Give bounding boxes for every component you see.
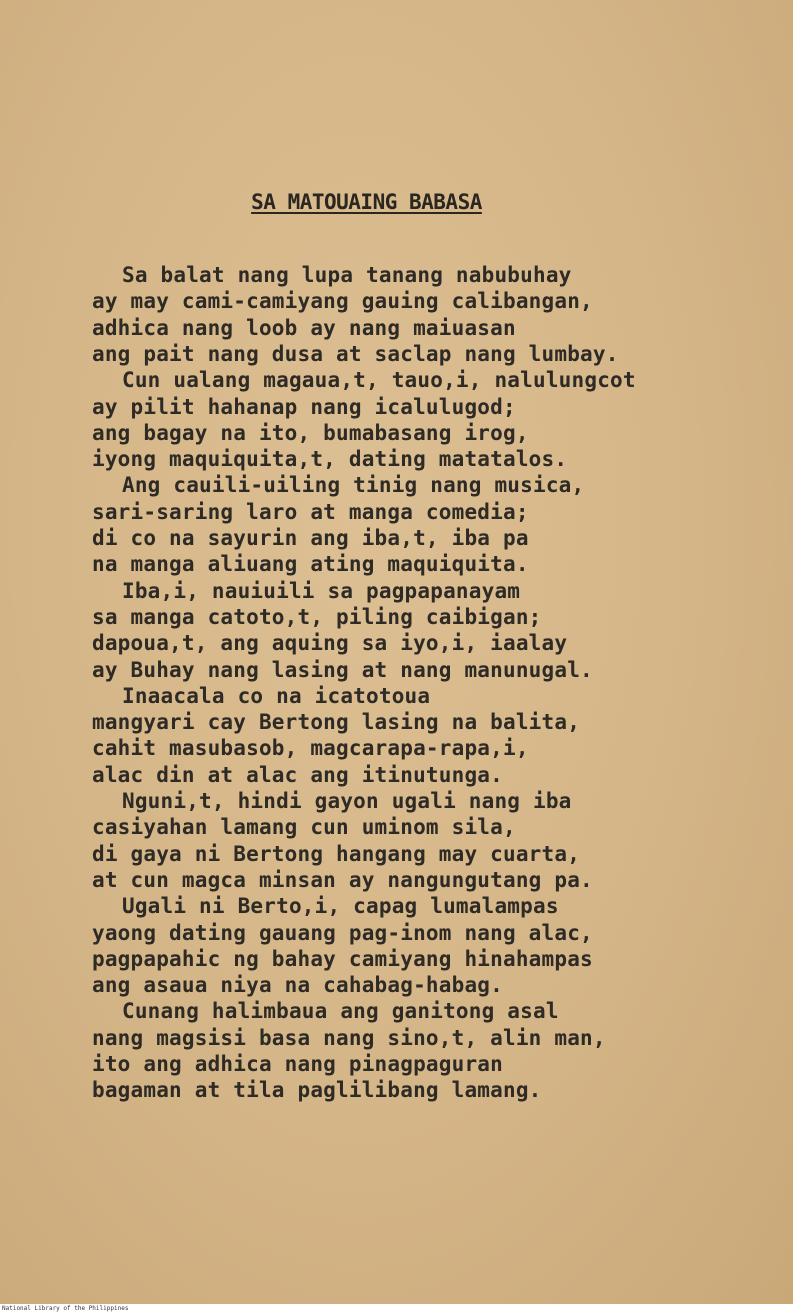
poem-line: ay may cami-camiyang gauing calibangan,	[92, 289, 593, 314]
poem-line: ang bagay na ito, bumabasang irog,	[92, 420, 529, 445]
poem-line: sari-saring laro at manga comedia;	[92, 499, 529, 524]
poem-line: Nguni,t, hindi gayon ugali nang iba	[122, 789, 572, 813]
library-credit: National Library of the Philippines	[2, 1305, 129, 1312]
poem-line: Cunang halimbaua ang ganitong asal	[122, 999, 559, 1024]
poem-line: na manga aliuang ating maquiquita.	[92, 552, 529, 577]
page-title: SA MATOUAING BABASA	[251, 190, 482, 214]
poem-line: pagpapahic ng bahay camiyang hinahampas	[92, 946, 593, 971]
poem-line: nang magsisi basa nang sino,t, alin man,	[92, 1025, 606, 1050]
poem-line: ang asaua niya na cahabag-habag.	[92, 973, 503, 998]
poem-line: ay pilit hahanap nang icalulugod;	[92, 394, 516, 419]
poem-line: ito ang adhica nang pinagpaguran	[92, 1052, 503, 1076]
poem-line: ay Buhay nang lasing at nang manunugal.	[92, 657, 593, 682]
poem-line: ang pait nang dusa at saclap nang lumbay.	[92, 341, 619, 366]
poem-line: casiyahan lamang cun uminom sila,	[92, 815, 516, 840]
poem-line: Cun ualang magaua,t, tauo,i, nalulungcot	[122, 368, 636, 393]
poem-line: Ugali ni Berto,i, capag lumalampas	[122, 894, 559, 919]
poem-line: sa manga catoto,t, piling caibigan;	[92, 604, 542, 629]
poem-line: di gaya ni Bertong hangang may cuarta,	[92, 841, 581, 866]
poem-line: Inaacala co na icatotoua	[122, 683, 431, 708]
poem-line: alac din at alac ang itinutunga.	[92, 762, 503, 787]
poem-line: bagaman at tila paglilibang lamang.	[92, 1078, 542, 1103]
poem-line: yaong dating gauang pag-inom nang alac,	[92, 920, 593, 945]
poem-line: adhica nang loob ay nang maiuasan	[92, 315, 516, 340]
poem-line: Iba,i, nauiuili sa pagpapanayam	[122, 578, 521, 603]
poem-line: iyong maquiquita,t, dating matatalos.	[92, 447, 568, 472]
poem-line: at cun magca minsan ay nangungutang pa.	[92, 867, 593, 892]
poem-line: Sa balat nang lupa tanang nabubuhay	[122, 263, 572, 287]
poem-line: dapoua,t, ang aquing sa iyo,i, iaalay	[92, 631, 568, 656]
poem-line: mangyari cay Bertong lasing na balita,	[92, 710, 581, 735]
poem-line: cahit masubasob, magcarapa-rapa,i,	[92, 736, 529, 761]
poem-line: Ang cauili-uiling tinig nang musica,	[122, 473, 585, 498]
poem-line: di co na sayurin ang iba,t, iba pa	[92, 526, 529, 550]
